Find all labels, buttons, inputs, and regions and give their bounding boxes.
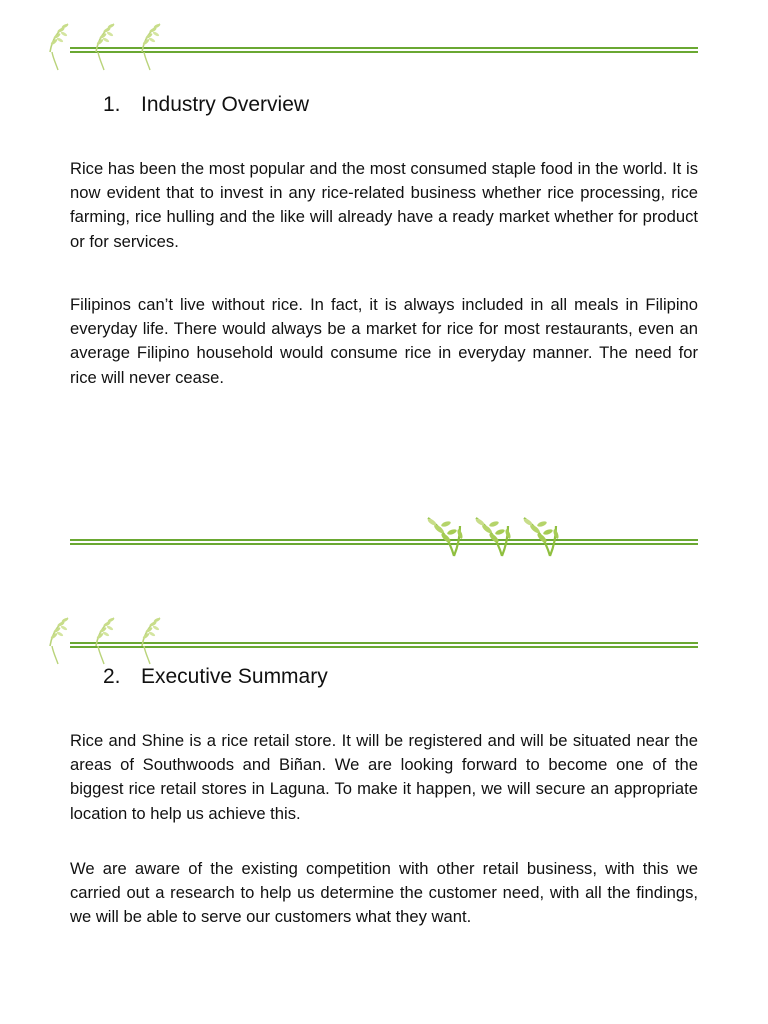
paragraph: Filipinos can’t live without rice. In fact, it is always included in all meals in Filipino everyday life. There would always be a market for rice for most restaurants, even an average Filipino household would consume rice in everyday manner. The need for rice will never cease. [70, 295, 698, 387]
rice-sprig-icon [92, 612, 124, 668]
rice-sprig-icon [138, 612, 170, 668]
paragraph: We are aware of the existing competition with other retail business, with this we carried out a research to help us determine the customer need, with all the findings, we will be able to serve our customers what they want. [70, 859, 698, 927]
rice-sprig-icon [520, 506, 564, 562]
divider-footer [70, 539, 698, 545]
section-title: Executive Summary [141, 665, 328, 688]
paragraph: Rice has been the most popular and the most consumed staple food in the world. It is now evident that to invest in any rice-related business whether rice processing, rice farming, rice hulling and the like will already have a ready market whether for product or for services. [70, 159, 698, 251]
section-number: 2. [103, 665, 121, 688]
rice-sprig-icon [472, 506, 516, 562]
section-title: Industry Overview [141, 93, 310, 116]
rice-sprig-icon [46, 18, 78, 74]
section-number: 1. [103, 93, 121, 116]
section-heading-industry-overview [103, 93, 309, 117]
rice-sprig-icon [46, 612, 78, 668]
paragraph: Rice and Shine is a rice retail store. It will be registered and will be situated near the areas of Southwoods and Biñan. We are looking forward to become one of the biggest rice retail stores in Laguna. To make it happen, we will secure an appropriate location to help us achieve this. [70, 731, 698, 823]
section-heading-executive-summary [103, 665, 328, 689]
rice-sprig-icon [424, 506, 468, 562]
rice-sprig-icon [138, 18, 170, 74]
rice-sprig-icon [92, 18, 124, 74]
